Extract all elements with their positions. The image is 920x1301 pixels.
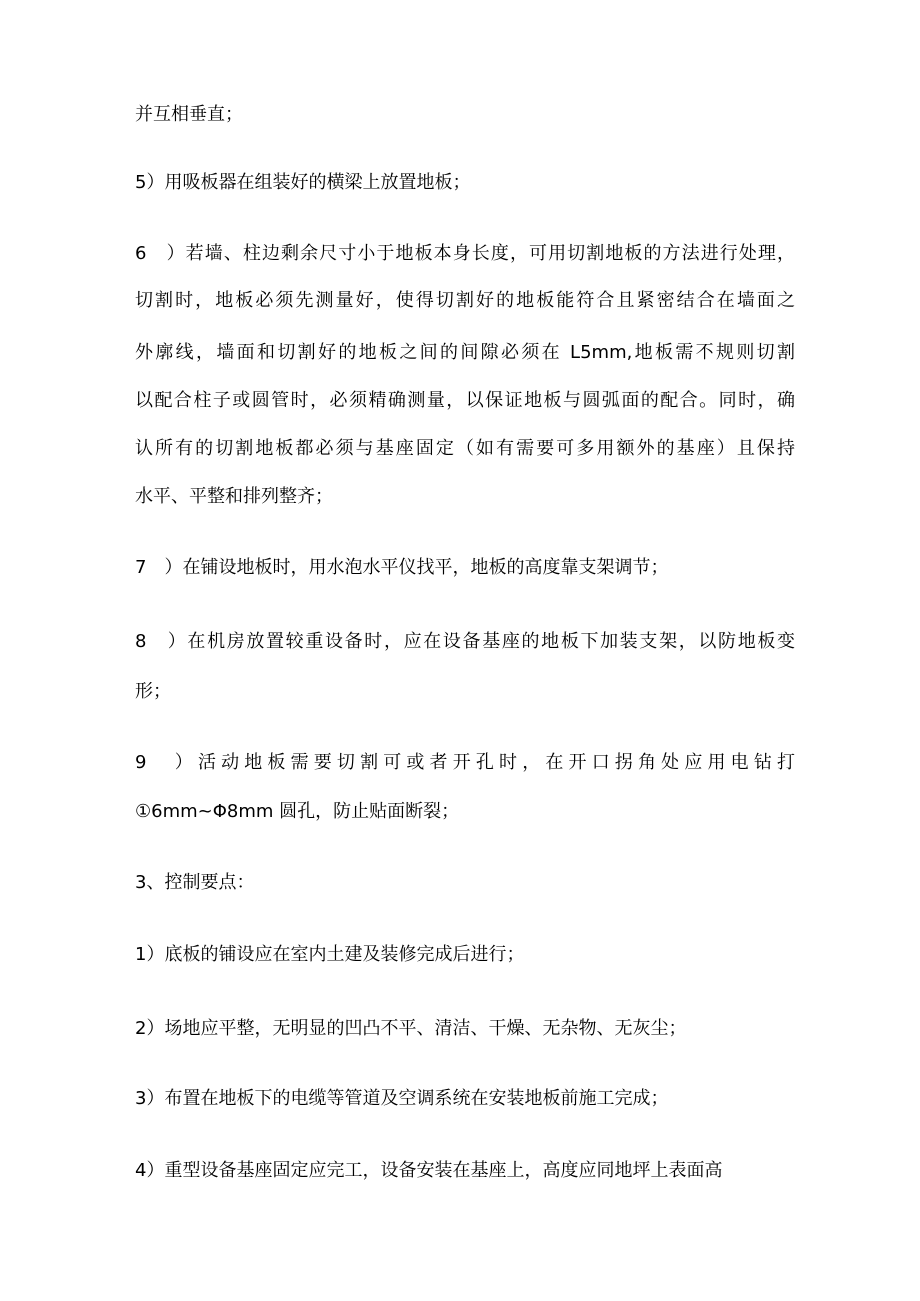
text-line-14: 3、控制要点： xyxy=(135,872,255,893)
text-line-4: 切割时，地板必须先测量好，使得切割好的地板能符合且紧密结合在墙面之 xyxy=(135,290,795,311)
text-line-10: 8 ）在机房放置较重设备时，应在设备基座的地板下加装支架，以防地板变 xyxy=(135,631,795,652)
text-line-13: ①6mm~Φ8mm 圆孔，防止贴面断裂； xyxy=(135,801,460,822)
text-line-15: 1）底板的铺设应在室内土建及装修完成后进行； xyxy=(135,944,525,965)
text-line-9: 7 ）在铺设地板时，用水泡水平仪找平，地板的高度靠支架调节； xyxy=(135,557,669,578)
text-line-17: 3）布置在地板下的电缆等管道及空调系统在安装地板前施工完成； xyxy=(135,1088,669,1109)
text-line-3: 6 ）若墙、柱边剩余尺寸小于地板本身长度，可用切割地板的方法进行处理， xyxy=(135,243,795,264)
text-line-5: 外廓线，墙面和切割好的地板之间的间隙必须在 L5mm,地板需不规则切割 xyxy=(135,342,795,363)
text-line-16: 2）场地应平整，无明显的凹凸不平、清洁、干燥、无杂物、无灰尘； xyxy=(135,1018,687,1039)
text-line-2: 5）用吸板器在组装好的横梁上放置地板； xyxy=(135,172,471,193)
text-line-12: 9 ）活动地板需要切割可或者开孔时，在开口拐角处应用电钻打 xyxy=(135,752,795,773)
text-line-1: 并互相垂直； xyxy=(135,104,243,125)
text-line-7: 认所有的切割地板都必须与基座固定（如有需要可多用额外的基座）且保持 xyxy=(135,438,795,459)
text-line-11: 形； xyxy=(135,681,171,702)
text-line-18: 4）重型设备基座固定应完工，设备安装在基座上，高度应同地坪上表面高 xyxy=(135,1160,723,1181)
text-line-8: 水平、平整和排列整齐； xyxy=(135,486,333,507)
text-line-6: 以配合柱子或圆管时，必须精确测量，以保证地板与圆弧面的配合。同时，确 xyxy=(135,390,795,411)
